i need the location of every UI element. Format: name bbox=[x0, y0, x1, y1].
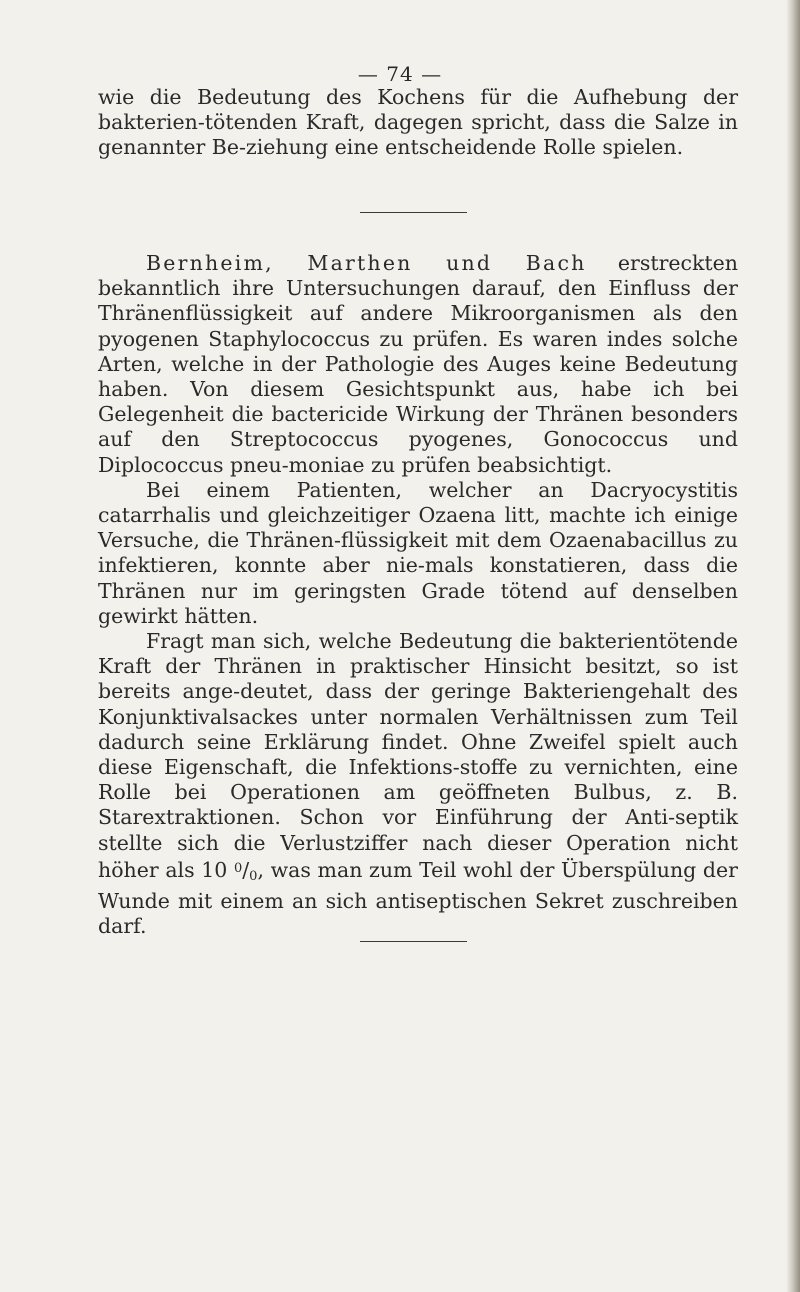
section-block bbox=[98, 251, 738, 939]
section-divider-bottom bbox=[360, 941, 467, 942]
paragraph-2: Bei einem Patienten, welcher an Dacryocystitis catarrhalis und gleichzeitiger Ozaena litt, machte ich einige Versuche, die Thränen-flüssigkeit mit dem Ozaenabacillus zu infektieren, konnte aber nie-mals konstatieren, dass die Thränen nur im geringsten Grade tötend auf denselben gewirkt hätten. bbox=[98, 477, 738, 628]
paragraph-3-text-before: Fragt man sich, welche Bedeutung die bakterientötende Kraft der Thränen in praktischer Hinsicht besitzt, so ist bereits ange-deutet, dass der geringe Bakteriengehalt des Konjunktivalsackes unter normalen Verhältnissen zum Teil dadurch seine Erklärung findet. Ohne Zweifel spielt auch diese Eigenschaft, die Infektions-stoffe zu vernichten, eine Rolle bei Operationen am geöffneten Bulbus, z. B. Starextraktionen. Schon vor Einführung der Anti-septik stellte sich die Verlustziffer nach dieser Operation nicht höher als 10 bbox=[98, 629, 738, 882]
section-divider-top bbox=[360, 212, 467, 213]
page-edge-shadow bbox=[786, 0, 800, 1292]
percent-sub: 0 bbox=[249, 868, 258, 884]
paragraph-3 bbox=[98, 629, 738, 939]
paragraph-1 bbox=[98, 251, 738, 478]
continuation-block bbox=[98, 85, 738, 161]
continuation-paragraph: wie die Bedeutung des Kochens für die Aufhebung der bakterien-tötenden Kraft, dagegen spricht, dass die Salze in genannter Be-ziehung eine entscheidende Rolle spielen. bbox=[98, 85, 738, 160]
paragraph-3-text-after: , was man zum Teil wohl der Überspülung der Wunde mit einem an sich antiseptischen Sekret zuschreiben darf. bbox=[98, 857, 738, 939]
author-names: Bernheim, Marthen und Bach bbox=[146, 251, 587, 275]
percent-slash: / bbox=[242, 857, 250, 882]
page-number: — 74 — bbox=[357, 62, 443, 86]
percent-sup: 0 bbox=[233, 860, 243, 876]
paragraph-1-text: erstreckten bekanntlich ihre Untersuchungen darauf, den Einfluss der Thränenflüssigkeit auf andere Mikroorganismen als den pyogenen Staphylococcus zu prüfen. Es waren indes solche Arten, welche in der Pathologie des Auges keine Bedeutung haben. Von diesem Gesichtspunkt aus, habe ich bei Gelegenheit die bactericide Wirkung der Thränen besonders auf den Streptococcus pyogenes, Gonococcus und Diplococcus pneu-moniae zu prüfen beabsichtigt. bbox=[98, 251, 738, 477]
